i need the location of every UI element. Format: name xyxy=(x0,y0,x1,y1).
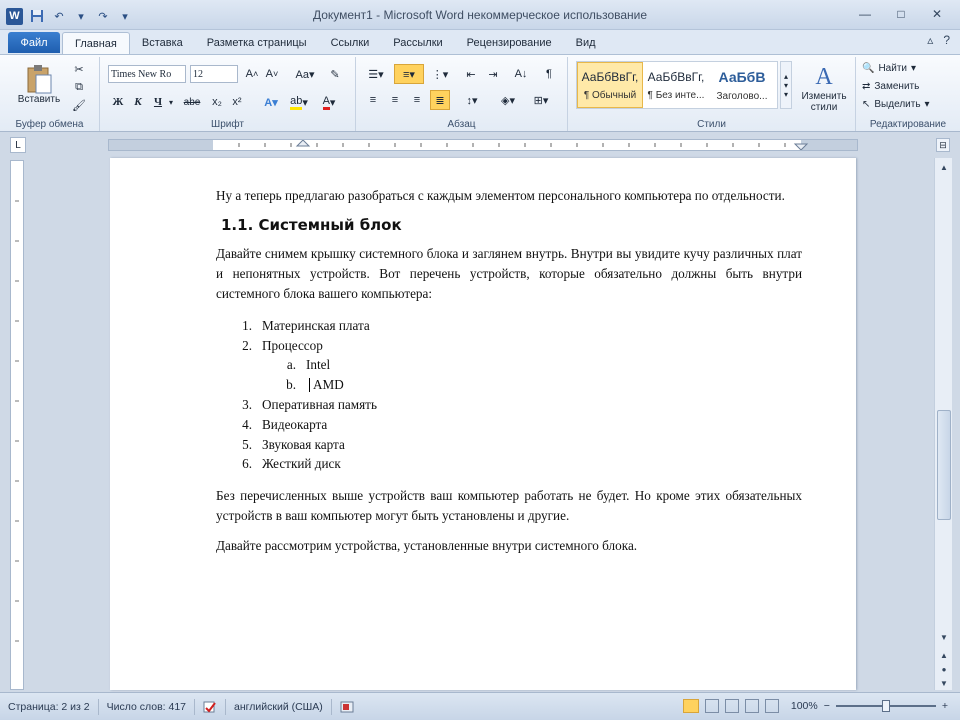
superscript-button[interactable]: x² xyxy=(232,96,242,108)
zoom-out-button[interactable]: − xyxy=(823,700,830,712)
borders-icon[interactable]: ⊞▾ xyxy=(533,94,549,107)
select-icon: ↖ xyxy=(862,98,871,110)
style-no-spacing[interactable]: АаБбВвГг, ¶ Без инте... xyxy=(647,69,705,101)
editing-group-label: Редактирование xyxy=(869,119,947,130)
font-color-icon[interactable]: A ▾ xyxy=(322,94,336,109)
paste-icon xyxy=(25,64,53,94)
view-outline-icon[interactable] xyxy=(745,699,759,713)
view-ruler-icon[interactable]: ⊟ xyxy=(936,138,950,152)
clipboard-group xyxy=(0,57,100,131)
cut-icon[interactable]: ✂ xyxy=(74,63,84,76)
highlight-icon[interactable]: ab ▾ xyxy=(290,94,308,109)
browse-object-icon[interactable]: ● xyxy=(941,664,947,674)
paragraph-consider[interactable]: Давайте рассмотрим устройства, установленные внутри системного блока. xyxy=(216,538,638,554)
tab-page-layout[interactable]: Разметка страницы xyxy=(206,37,307,49)
paragraph-group xyxy=(356,57,568,131)
list-item[interactable]: 6. Жесткий диск xyxy=(242,456,341,472)
styles-group-label: Стили xyxy=(697,119,726,130)
clear-formatting-icon[interactable]: ✎ xyxy=(330,68,340,81)
status-bar xyxy=(0,692,960,720)
select-button[interactable]: ↖ Выделить ▾ xyxy=(862,98,930,110)
tab-insert[interactable]: Вставка xyxy=(141,37,183,49)
styles-gallery xyxy=(576,61,778,109)
format-painter-icon[interactable]: 🖌 xyxy=(72,99,86,112)
paragraph-open-case[interactable]: Давайте снимем крышку системного блока и заглянем внутрь. Внутри вы увидите кучу различных плат и непонятных устройств. Вот перечень устройств, которые обязательно должны быть внутри системного блока вашего компьютера: xyxy=(216,246,802,301)
tab-file[interactable]: Файл xyxy=(8,32,60,53)
list-item[interactable]: 4. Видеокарта xyxy=(242,416,328,432)
ribbon-tab-row xyxy=(0,30,960,54)
decrease-indent-icon[interactable]: ⇤ xyxy=(466,68,476,81)
tab-home[interactable]: Главная xyxy=(62,32,130,54)
shading-icon[interactable]: ◈▾ xyxy=(501,94,515,107)
scroll-up-icon[interactable]: ▲ xyxy=(940,162,948,172)
zoom-in-button[interactable]: + xyxy=(941,700,948,712)
sort-icon[interactable]: A↓ xyxy=(514,68,528,80)
justify-icon[interactable]: ≣ xyxy=(430,90,450,110)
list-item[interactable]: b. AMD xyxy=(286,377,344,393)
font-size-combo[interactable]: 12 xyxy=(190,65,238,83)
text-effects-icon[interactable]: A▾ xyxy=(264,96,278,109)
zoom-level[interactable]: 100% xyxy=(790,700,818,712)
tab-mailings[interactable]: Рассылки xyxy=(393,37,443,49)
editing-group xyxy=(856,57,960,131)
vertical-scrollbar[interactable] xyxy=(934,158,952,690)
view-draft-icon[interactable] xyxy=(765,699,779,713)
grow-font-icon[interactable]: A ˄ xyxy=(245,68,259,80)
scroll-thumb[interactable] xyxy=(937,410,951,520)
underline-button[interactable]: Ч xyxy=(153,96,163,108)
paste-button[interactable]: Вставить xyxy=(14,59,64,109)
strikethrough-button[interactable]: abe xyxy=(183,96,201,108)
zoom-slider[interactable] xyxy=(836,705,936,707)
scroll-down-icon[interactable]: ▼ xyxy=(940,632,948,642)
view-print-layout-icon[interactable] xyxy=(683,699,699,713)
text-cursor xyxy=(309,378,310,392)
view-full-screen-icon[interactable] xyxy=(705,699,719,713)
next-page-icon[interactable]: ▼ xyxy=(940,678,948,688)
title-bar xyxy=(0,0,960,30)
horizontal-ruler[interactable] xyxy=(108,139,858,151)
paragraph-required[interactable]: Без перечисленных выше устройств ваш компьютер работать не будет. Но кроме этих обязательных устройств в ваш компьютер могут быть установлены и другие. xyxy=(216,488,802,524)
undo-dropdown-icon[interactable]: ▾ xyxy=(78,10,84,23)
tab-view[interactable]: Вид xyxy=(575,37,596,49)
document-body[interactable] xyxy=(216,186,802,556)
copy-icon[interactable]: ⧉ xyxy=(75,80,83,93)
subscript-button[interactable]: x₂ xyxy=(212,96,222,108)
list-item[interactable]: a. Intel xyxy=(286,357,331,373)
language-indicator[interactable]: английский (США) xyxy=(226,699,332,715)
maximize-button[interactable]: □ xyxy=(897,7,905,21)
tab-selector-icon[interactable]: L xyxy=(10,137,26,153)
list-item[interactable]: 3. Оперативная память xyxy=(242,397,377,413)
help-icon[interactable]: ? xyxy=(943,33,950,47)
tab-references[interactable]: Ссылки xyxy=(330,37,370,49)
previous-page-icon[interactable]: ▲ xyxy=(940,650,948,660)
list-item[interactable]: 5. Звуковая карта xyxy=(242,436,345,452)
minimize-button[interactable]: — xyxy=(859,7,871,21)
zoom-controls xyxy=(683,699,948,713)
font-group xyxy=(100,57,356,131)
style-normal[interactable]: АаБбВвГг, ¶ Обычный xyxy=(577,62,643,108)
close-button[interactable]: ✕ xyxy=(931,7,943,21)
ribbon xyxy=(0,54,960,132)
word-count[interactable]: Число слов: 417 xyxy=(99,699,195,715)
find-icon: 🔍 xyxy=(862,62,875,74)
ruler-area xyxy=(0,132,960,158)
ribbon-minimize-icon[interactable]: ▵ xyxy=(927,33,934,47)
italic-button[interactable]: К xyxy=(134,96,142,108)
change-case-icon[interactable]: Aa▾ xyxy=(295,68,315,81)
increase-indent-icon[interactable]: ⇥ xyxy=(488,68,498,81)
multilevel-list-icon[interactable]: ⋮▾ xyxy=(431,68,449,81)
zoom-slider-knob[interactable] xyxy=(882,700,890,712)
replace-button[interactable]: ⇄ Заменить xyxy=(862,80,920,92)
spelling-check-icon[interactable] xyxy=(195,699,226,715)
heading-system-unit[interactable]: 1.1. Системный блок xyxy=(221,216,402,234)
bullets-icon[interactable]: ☰▾ xyxy=(368,68,384,81)
numbering-icon[interactable]: ≡▾ xyxy=(394,64,424,84)
style-heading[interactable]: АаБбВ Заголово... xyxy=(716,68,768,102)
list-item[interactable]: 1. Материнская плата xyxy=(242,317,370,333)
paragraph-group-label: Абзац xyxy=(447,119,476,130)
tab-review[interactable]: Рецензирование xyxy=(466,37,552,49)
find-button[interactable]: 🔍 Найти ▾ xyxy=(862,62,917,74)
align-center-icon[interactable]: ≡ xyxy=(391,94,399,106)
underline-dropdown-icon[interactable]: ▾ xyxy=(168,97,173,107)
line-spacing-icon[interactable]: ↕▾ xyxy=(466,94,478,107)
word-logo-icon[interactable]: W xyxy=(6,8,23,25)
redo-icon[interactable]: ↷ xyxy=(98,10,108,23)
change-styles-button[interactable]: A Изменить стили xyxy=(801,63,847,113)
shrink-font-icon[interactable]: A ˅ xyxy=(265,68,279,80)
vertical-ruler[interactable] xyxy=(10,160,24,690)
styles-scroll-icon[interactable]: ▴ ▾ ▾ xyxy=(780,61,792,109)
replace-icon: ⇄ xyxy=(862,80,871,92)
page-count[interactable]: Страница: 2 из 2 xyxy=(0,699,99,715)
change-styles-icon: A xyxy=(815,63,833,90)
paragraph-intro[interactable]: Ну а теперь предлагаю разобраться с каждым элементом персонального компьютера по отдельности. xyxy=(216,188,785,203)
bold-button[interactable]: Ж xyxy=(112,96,124,108)
align-left-icon[interactable]: ≡ xyxy=(369,94,377,106)
macro-recording-icon[interactable] xyxy=(332,699,362,715)
list-item[interactable]: 2. Процессор xyxy=(242,337,323,353)
customize-qat-icon[interactable]: ▾ xyxy=(122,10,128,23)
font-group-label: Шрифт xyxy=(211,119,244,130)
view-web-icon[interactable] xyxy=(725,699,739,713)
clipboard-group-label: Буфер обмена xyxy=(15,119,84,130)
window-title: Документ1 - Microsoft Word некоммерческое использование xyxy=(312,8,648,22)
device-list xyxy=(216,316,802,474)
document-page[interactable] xyxy=(110,158,856,690)
font-name-combo[interactable]: Times New Ro xyxy=(108,65,186,83)
align-right-icon[interactable]: ≡ xyxy=(413,94,421,106)
undo-icon[interactable]: ↶ xyxy=(54,10,64,23)
show-formatting-button[interactable]: ¶ xyxy=(546,68,552,80)
